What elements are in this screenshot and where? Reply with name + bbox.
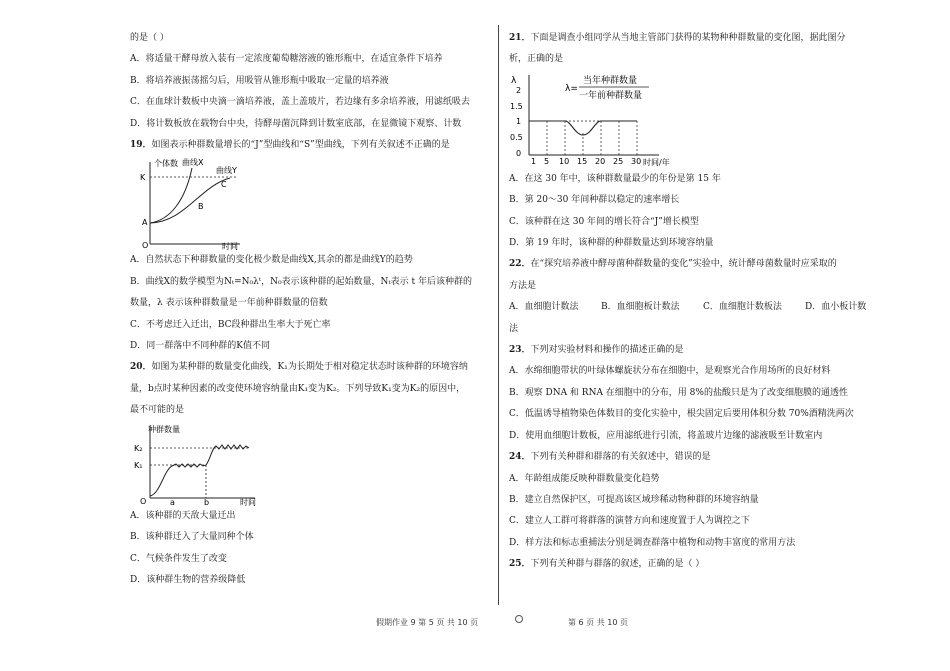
q20-k2-label: K₂ (134, 443, 143, 453)
q24-option-b: B．建立自然保护区，可提高该区域珍稀动物种群的环境容纳量 (509, 494, 759, 505)
q19-origin-label: O (142, 241, 149, 251)
q20-option-c: C．气候条件发生了改变 (130, 553, 227, 564)
q22-stem-line-1 (509, 254, 889, 275)
q19-stem-text: 如图表示种群数量增长的“J”型曲线和“S”型曲线，下列有关叙述不正确的是 (151, 140, 450, 151)
q19-stem (130, 135, 490, 156)
q21-formula-prefix: λ= (565, 83, 578, 94)
q18-option-b: B．将培养液振荡摇匀后，用吸管从锥形瓶中吸取一定量的培养液 (130, 75, 389, 86)
q19-option-d: D．同一群落中不同种群的K值不同 (130, 341, 270, 352)
q20-b-label: b (204, 497, 210, 506)
q20-population-figure (130, 422, 490, 506)
footer-circle-icon (515, 615, 523, 623)
q22-option-d-cont: 法 (509, 323, 519, 334)
q22-options-line (509, 297, 889, 318)
q21-option-d: D．第 19 年时，该种群的种群数量达到环境容纳量 (509, 238, 714, 249)
q23-stem (509, 340, 889, 361)
q21-option-a: A．在这 30 年中，该种群数量最少的年份是第 15 年 (509, 173, 721, 184)
footer-page-right: 第 6 页 共 10 页 (568, 618, 628, 627)
q20-number: 20． (130, 362, 152, 373)
q19-b-label: B (198, 202, 204, 212)
q24-option-a: A．年龄组成能反映种群数量变化趋势 (509, 473, 660, 484)
q24-option-c: C．建立人工群可将群落的演替方向和速度置于人为调控之下 (509, 516, 750, 527)
q23-stem-text: 下列对实验材料和操作的描述正确的是 (530, 345, 684, 356)
q19-curve-y-label: 曲线Y (216, 166, 237, 176)
q20-k1-label: K₁ (134, 460, 143, 470)
q21-x-tick-1: 1 (531, 156, 537, 166)
q20-stem-text-1: 如图为某种群的数量变化曲线，K₁为长期处于相对稳定状态时该种群的环境容纳 (151, 362, 468, 373)
q21-x-tick-10: 10 (559, 156, 570, 166)
q20-option-b: B．该种群迁入了大量同种个体 (130, 532, 254, 543)
q23-option-b: B．观察 DNA 和 RNA 在细胞中的分布，用 8%的盐酸只是为了改变细胞膜的通透性 (509, 387, 848, 398)
q23-option-c: C．低温诱导植物染色体数目的变化实验中，根尖固定后要用体积分数 70%酒精洗两次 (509, 409, 854, 420)
q21-lambda-label: λ (511, 75, 517, 86)
q18-option-c: C．在血球计数板中央滴一滴培养液，盖上盖玻片，若边缘有多余培养液，用滤纸吸去 (130, 97, 470, 108)
q20-option-d: D．该种群生物的营养级降低 (130, 574, 246, 585)
q19-option-c: C．不考虑迁入迁出，BC段种群出生率大于死亡率 (130, 319, 331, 330)
q22-stem-text-1: 在“探究培养液中酵母菌种群数量的变化”实验中，统计酵母菌数量时应采取的 (530, 259, 837, 270)
q21-option-c: C．该种群在这 30 年间的增长符合“J”增长模型 (509, 216, 699, 227)
q21-y-tick-2: 2 (516, 85, 522, 95)
q21-x-label: 时间/年 (643, 157, 670, 167)
q21-x-tick-25: 25 (613, 156, 624, 166)
q21-option-b: B．第 20～30 年间种群以稳定的速率增长 (509, 195, 680, 206)
q20-option-a: A．该种群的天敌大量迁出 (130, 510, 236, 521)
q23-number: 23． (509, 345, 531, 356)
q21-stem-line-1 (509, 28, 889, 49)
q19-option-b-cont: 数量，λ 表示该种群数量是一年前种群数量的倍数 (130, 298, 328, 309)
q19-option-b: B．曲线X的数学模型为Nₜ=N₀λᵗ，N₀表示该种群的起始数量，Nₜ表示 t 年后该种群的 (130, 276, 472, 287)
q19-a-label: A (142, 218, 148, 228)
left-column (130, 28, 490, 591)
q21-lambda-figure (509, 71, 889, 169)
q19-c-label: C (221, 180, 227, 190)
q21-number: 21． (509, 33, 531, 43)
q22-option-c: C．血细胞计数板法 (703, 302, 782, 313)
q25-number: 25． (509, 559, 531, 570)
q20-origin-label: O (140, 496, 147, 506)
q18-option-d: D．将计数板放在载物台中央，待酵母菌沉降到计数室底部，在显微镜下观察、计数 (130, 118, 462, 129)
q19-y-label: 个体数 (154, 159, 178, 169)
q24-stem (509, 447, 889, 468)
q20-population-curve (150, 445, 249, 496)
q21-stem-line-2: 析，正确的是 (509, 54, 564, 65)
q20-x-label: 时间 (240, 497, 256, 506)
q20-stem-line-3: 最不可能的是 (130, 405, 185, 416)
q22-number: 22． (509, 259, 531, 270)
right-column (509, 28, 889, 576)
q19-x-label: 时间 (222, 242, 238, 251)
q21-x-tick-5: 5 (544, 156, 550, 166)
q22-stem-line-2: 方法是 (509, 280, 537, 291)
q21-y-tick-1-5: 1.5 (510, 101, 523, 111)
q19-curve-x (150, 168, 192, 223)
q24-stem-text: 下列有关种群和群落的有关叙述中，错误的是 (530, 452, 711, 463)
q22-option-d: D．血小板计数 (805, 302, 867, 313)
q21-y-tick-1: 1 (516, 116, 522, 126)
q23-option-d: D．使用血细胞计数板，应用滤纸进行引流，将盖玻片边缘的滤液吸至计数室内 (509, 430, 823, 441)
q23-option-a: A．水绵细胞带状的叶绿体螺旋状分布在细胞中，是观察光合作用场所的良好材料 (509, 366, 831, 377)
q21-lambda-curve (529, 121, 637, 135)
q24-number: 24． (509, 452, 531, 463)
q21-x-tick-30: 30 (631, 156, 642, 166)
q21-y-tick-0: 0 (516, 148, 522, 158)
q21-x-tick-20: 20 (595, 156, 606, 166)
q25-stem (509, 554, 889, 575)
q21-formula-denominator: 一年前种群数量 (579, 90, 643, 101)
q19-growth-curve-figure (130, 156, 490, 250)
q21-x-tick-15: 15 (577, 156, 588, 166)
q21-y-tick-0-5: 0.5 (510, 132, 523, 142)
q25-stem-text: 下列有关种群与群落的叙述，正确的是（ ） (530, 559, 705, 570)
q20-stem-line-2: 量，b点时某种因素的改变使环境容纳量由K₁变为K₂。下列导致K₁变为K₂的原因中， (130, 383, 466, 394)
footer-page-left: 假期作业 9 第 5 页 共 10 页 (376, 618, 479, 627)
q18-stem-tail: 的是（ ） (130, 33, 169, 43)
q20-stem-line-1 (130, 357, 490, 378)
q22-option-a: A．血细胞计数法 (509, 302, 579, 313)
q20-y-label: 种群数量 (148, 424, 180, 434)
q19-curve-x-label: 曲线X (182, 158, 204, 168)
q19-option-a: A．自然状态下种群数量的变化极少数是曲线X,其余的都是曲线Y的趋势 (130, 255, 413, 266)
q21-formula-numerator: 当年种群数量 (583, 75, 638, 86)
q19-number: 19． (130, 140, 152, 151)
column-divider (498, 25, 499, 605)
q21-stem-text-1: 下面是调查小组同学从当地主管部门获得的某物种种群数量的变化图，据此图分 (530, 33, 846, 43)
q24-option-d: D．样方法和标志重捕法分别是调查群落中植物和动物丰富度的常用方法 (509, 537, 796, 548)
q19-k-label: K (140, 173, 146, 183)
q20-a-label: a (170, 497, 175, 506)
q22-option-b: B．血细胞板计数法 (601, 302, 680, 313)
q18-option-a: A．将适量干酵母放入装有一定浓度葡萄糖溶液的锥形瓶中，在适宜条件下培养 (130, 54, 443, 65)
q19-curve-y (150, 178, 230, 223)
